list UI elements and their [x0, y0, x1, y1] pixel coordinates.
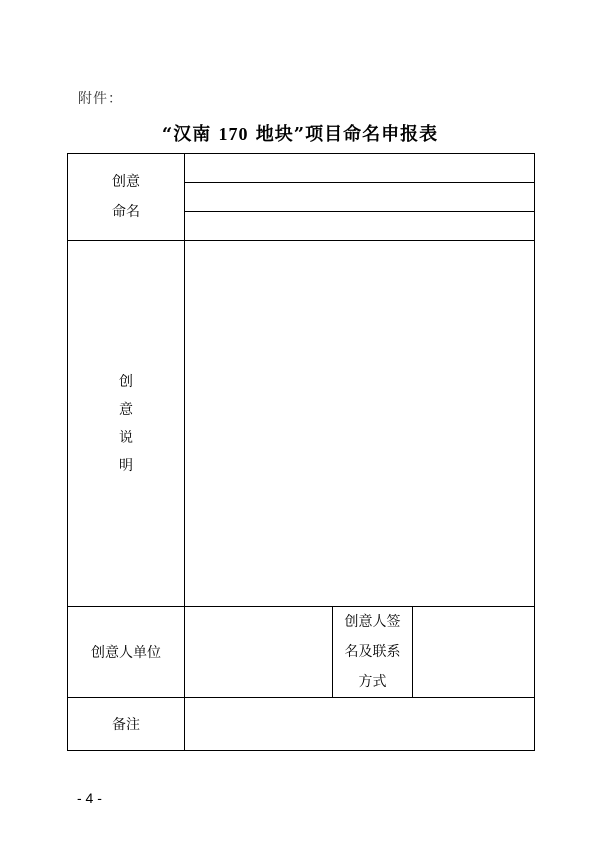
creative-description-field[interactable] [185, 241, 535, 607]
signature-contact-line3: 方式 [358, 674, 387, 690]
creative-description-char-2: 意 [119, 401, 133, 418]
title-number: 170 [218, 124, 249, 144]
creative-name-label [68, 154, 185, 241]
creator-unit-label: 创意人单位 [68, 607, 185, 698]
title-suffix: 地块 [255, 124, 294, 145]
creator-unit-field[interactable] [185, 607, 333, 698]
creative-name-field-2[interactable] [185, 183, 535, 212]
creative-description-char-4: 明 [119, 457, 133, 474]
title-close-quote: ” [293, 124, 306, 145]
remarks-label: 备注 [68, 698, 185, 751]
remarks-field[interactable] [185, 698, 535, 751]
application-form-table [67, 153, 535, 751]
attachment-label: 附件： [78, 91, 123, 107]
signature-contact-line2: 名及联系 [344, 644, 401, 660]
signature-contact-label [333, 607, 413, 698]
creative-description-char-1: 创 [119, 373, 133, 390]
signature-contact-field[interactable] [413, 607, 535, 698]
signature-contact-line1: 创意人签 [344, 614, 401, 630]
creative-name-label-line1: 创意 [112, 174, 140, 190]
creative-name-field-3[interactable] [185, 212, 535, 241]
title-open-quote: “ [161, 124, 174, 145]
page-number: - 4 - [77, 790, 102, 806]
title-rest: 项目命名申报表 [305, 124, 439, 145]
document-title [0, 120, 600, 146]
title-prefix: 汉南 [173, 124, 212, 145]
creative-name-label-line2: 命名 [112, 204, 140, 220]
creative-name-field-1[interactable] [185, 154, 535, 183]
creative-description-label [68, 241, 185, 607]
creative-description-char-3: 说 [119, 429, 133, 446]
